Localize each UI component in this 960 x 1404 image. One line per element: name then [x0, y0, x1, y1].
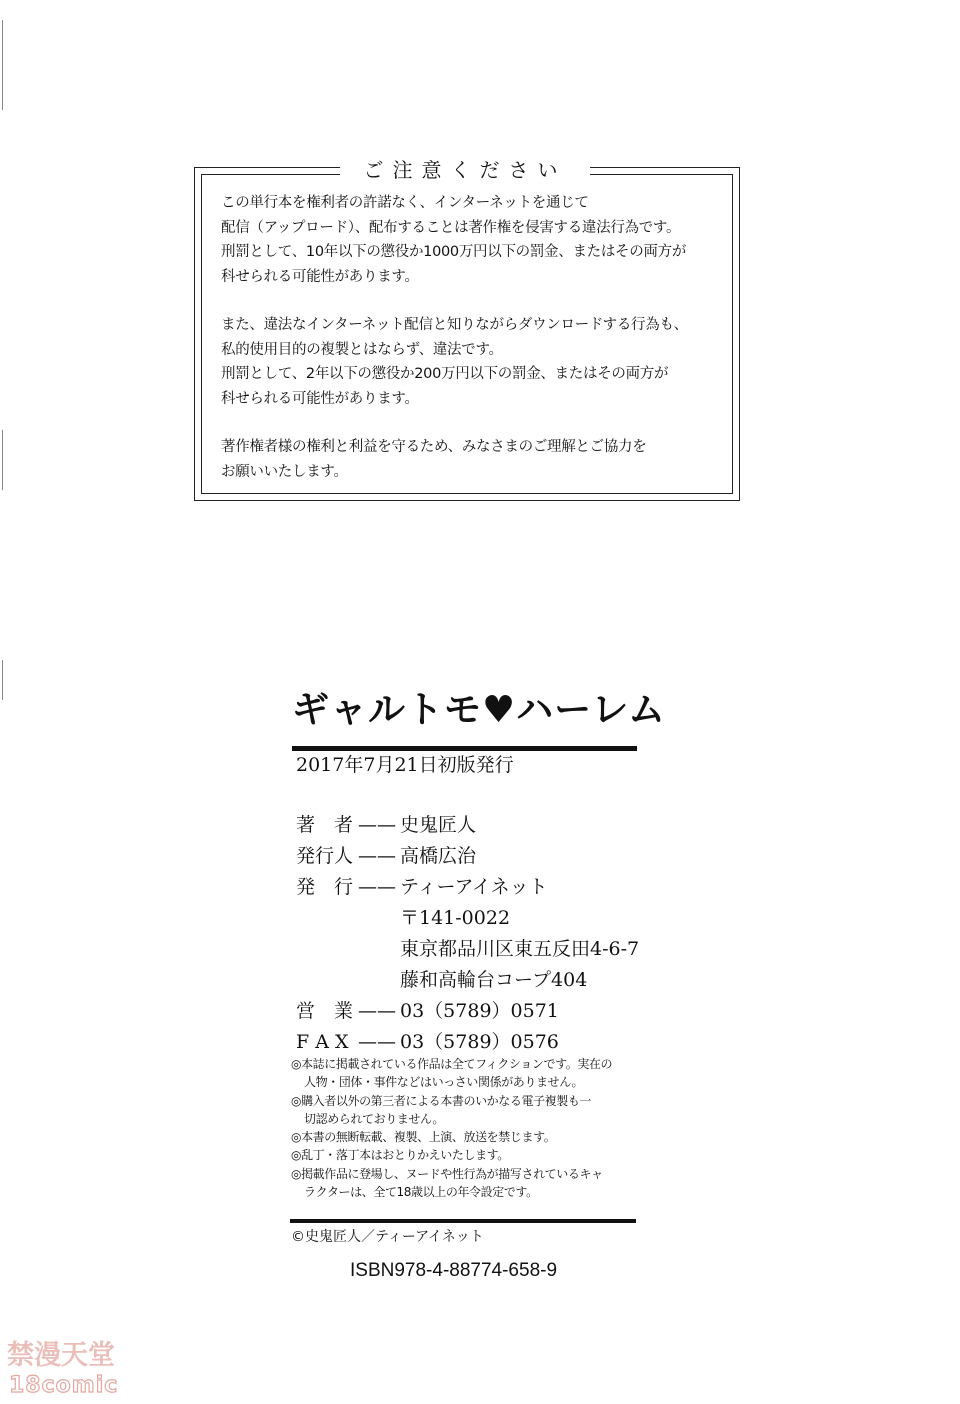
scan-edge-mark	[2, 660, 3, 700]
notice-title: ご注意ください	[340, 155, 590, 185]
credit-row-building	[296, 965, 656, 996]
notice-line: お願いいたします。	[221, 463, 348, 480]
credit-value: 03（5789）0571	[400, 1000, 559, 1022]
legal-line: ◎本誌に掲載されている作品は全てフィクションです。実在の	[291, 1057, 613, 1071]
notice-paragraph	[221, 435, 721, 484]
credit-row-address	[296, 934, 656, 965]
legal-line: ◎本書の無断転載、複製、上演、放送を禁じます。	[291, 1130, 556, 1145]
notice-line: 配信（アップロード）、配布することは著作権を侵害する違法行為です。	[221, 219, 681, 236]
notice-line: また、違法なインターネット配信と知りながらダウンロードする行為も、	[221, 317, 688, 333]
credit-label: 発 行	[296, 876, 354, 898]
credit-label: 発行人	[296, 845, 354, 867]
watermark-logo	[3, 1330, 121, 1400]
credit-row-sales-phone	[296, 996, 656, 1027]
credit-row-publisher	[296, 872, 656, 903]
watermark-line-2: 18comic	[9, 1373, 119, 1398]
credit-label: F A X	[296, 1031, 349, 1053]
isbn: ISBN978-4-88774-658-9	[350, 1260, 558, 1281]
credit-row-publisher-person	[296, 841, 656, 872]
legal-line: ◎掲載作品に登場し、ヌードや性行為が描写されているキャ	[291, 1166, 603, 1181]
notice-paragraph	[221, 191, 721, 289]
bottom-rule	[290, 1219, 636, 1223]
notice-line: 著作権者様の権利と利益を守るため、みなさまのご理解とご協力を	[221, 439, 647, 455]
notice-line: 科せられる可能性があります。	[221, 268, 419, 285]
credit-dash: ——	[358, 1000, 396, 1022]
credit-dash: ——	[358, 814, 396, 836]
credit-row-author	[296, 810, 656, 841]
credit-row-postal-code	[296, 903, 656, 934]
notice-line: この単行本を権利者の許諾なく、インターネットを通じて	[221, 195, 589, 211]
legal-line: ◎購入者以外の第三者による本書のいかなる電子複製も一	[291, 1093, 592, 1108]
credit-value: 〒141-0022	[400, 907, 511, 929]
legal-line: ラクターは、全て18歳以上の年令設定です。	[304, 1185, 538, 1200]
title-rule	[292, 746, 637, 751]
credit-value: 03（5789）0576	[400, 1031, 559, 1053]
scan-edge-mark	[2, 430, 3, 490]
credit-dash: ——	[358, 876, 396, 898]
credit-value: 史鬼匠人	[400, 814, 477, 836]
book-title: ギャルトモ♥ハーレム	[292, 688, 666, 731]
notice-line: 刑罰として、10年以下の懲役か1000万円以下の罰金、またはその両方が	[221, 244, 687, 260]
watermark-line-1: 禁漫天堂	[7, 1340, 115, 1371]
credit-dash: ——	[358, 845, 396, 867]
credit-dash: ——	[358, 1031, 396, 1053]
credit-label: 著 者	[296, 814, 354, 836]
credits-list	[296, 810, 656, 1058]
publication-date: 2017年7月21日初版発行	[296, 754, 514, 776]
scan-edge-mark	[2, 20, 3, 110]
credit-value: 藤和高輪台コープ404	[400, 969, 588, 991]
legal-line: ◎乱丁・落丁本はおとりかえいたします。	[291, 1148, 509, 1163]
notice-line: 科せられる可能性があります。	[221, 390, 419, 407]
credit-row-fax	[296, 1027, 656, 1058]
legal-line: 切認められておりません。	[304, 1111, 444, 1126]
credit-label: 営 業	[296, 1000, 354, 1022]
copyright-line: ©史鬼匠人／ティーアイネット	[291, 1229, 484, 1245]
credit-value: ティーアイネット	[400, 876, 548, 898]
credit-value: 東京都品川区東五反田4-6-7	[400, 938, 640, 960]
legal-notes	[291, 1055, 651, 1201]
credit-value: 高橋広治	[400, 845, 477, 867]
notice-body	[221, 191, 721, 508]
legal-line: 人物・団体・事件などはいっさい関係がありません。	[304, 1075, 584, 1090]
notice-paragraph	[221, 313, 721, 411]
notice-line: 私的使用目的の複製とはならず、違法です。	[221, 341, 503, 358]
notice-line: 刑罰として、2年以下の懲役か200万円以下の罰金、またはその両方が	[221, 366, 669, 382]
